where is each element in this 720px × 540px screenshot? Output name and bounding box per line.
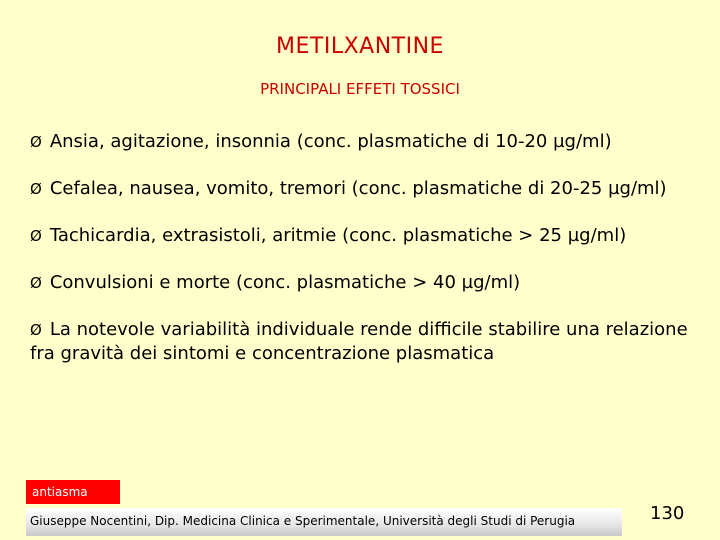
arrow-bullet-icon: Ø	[30, 274, 42, 292]
slide-subtitle: PRINCIPALI EFFETI TOSSICI	[260, 80, 460, 98]
arrow-bullet-icon: Ø	[30, 321, 42, 339]
bullet-item	[30, 130, 698, 154]
bullet-item	[30, 224, 698, 248]
bullet-text: Convulsioni e morte (conc. plasmatiche > 40 µg/ml)	[49, 272, 521, 293]
bullet-text: Ansia, agitazione, insonnia (conc. plasmatiche di 10-20 µg/ml)	[49, 131, 612, 152]
page-number: 130	[650, 503, 685, 524]
arrow-bullet-icon: Ø	[30, 227, 42, 245]
bullet-text: Cefalea, nausea, vomito, tremori (conc. plasmatiche di 20-25 µg/ml)	[49, 178, 667, 199]
arrow-bullet-icon: Ø	[30, 133, 42, 151]
bullet-text: La notevole variabilità individuale rende difficile stabilire una relazione fra gravità dei sintomi e concentrazione plasmatica	[30, 319, 688, 364]
bullet-item	[30, 177, 698, 201]
footer-credit: Giuseppe Nocentini, Dip. Medicina Clinica e Sperimentale, Università degli Studi di Perugia	[26, 508, 622, 536]
slide-title: METILXANTINE	[276, 34, 444, 59]
bullet-item	[30, 318, 698, 365]
bullet-item	[30, 271, 698, 295]
arrow-bullet-icon: Ø	[30, 180, 42, 198]
bullet-text: Tachicardia, extrasistoli, aritmie (conc. plasmatiche > 25 µg/ml)	[49, 225, 627, 246]
bullet-list	[30, 130, 698, 388]
category-tag: antiasma	[26, 480, 120, 504]
